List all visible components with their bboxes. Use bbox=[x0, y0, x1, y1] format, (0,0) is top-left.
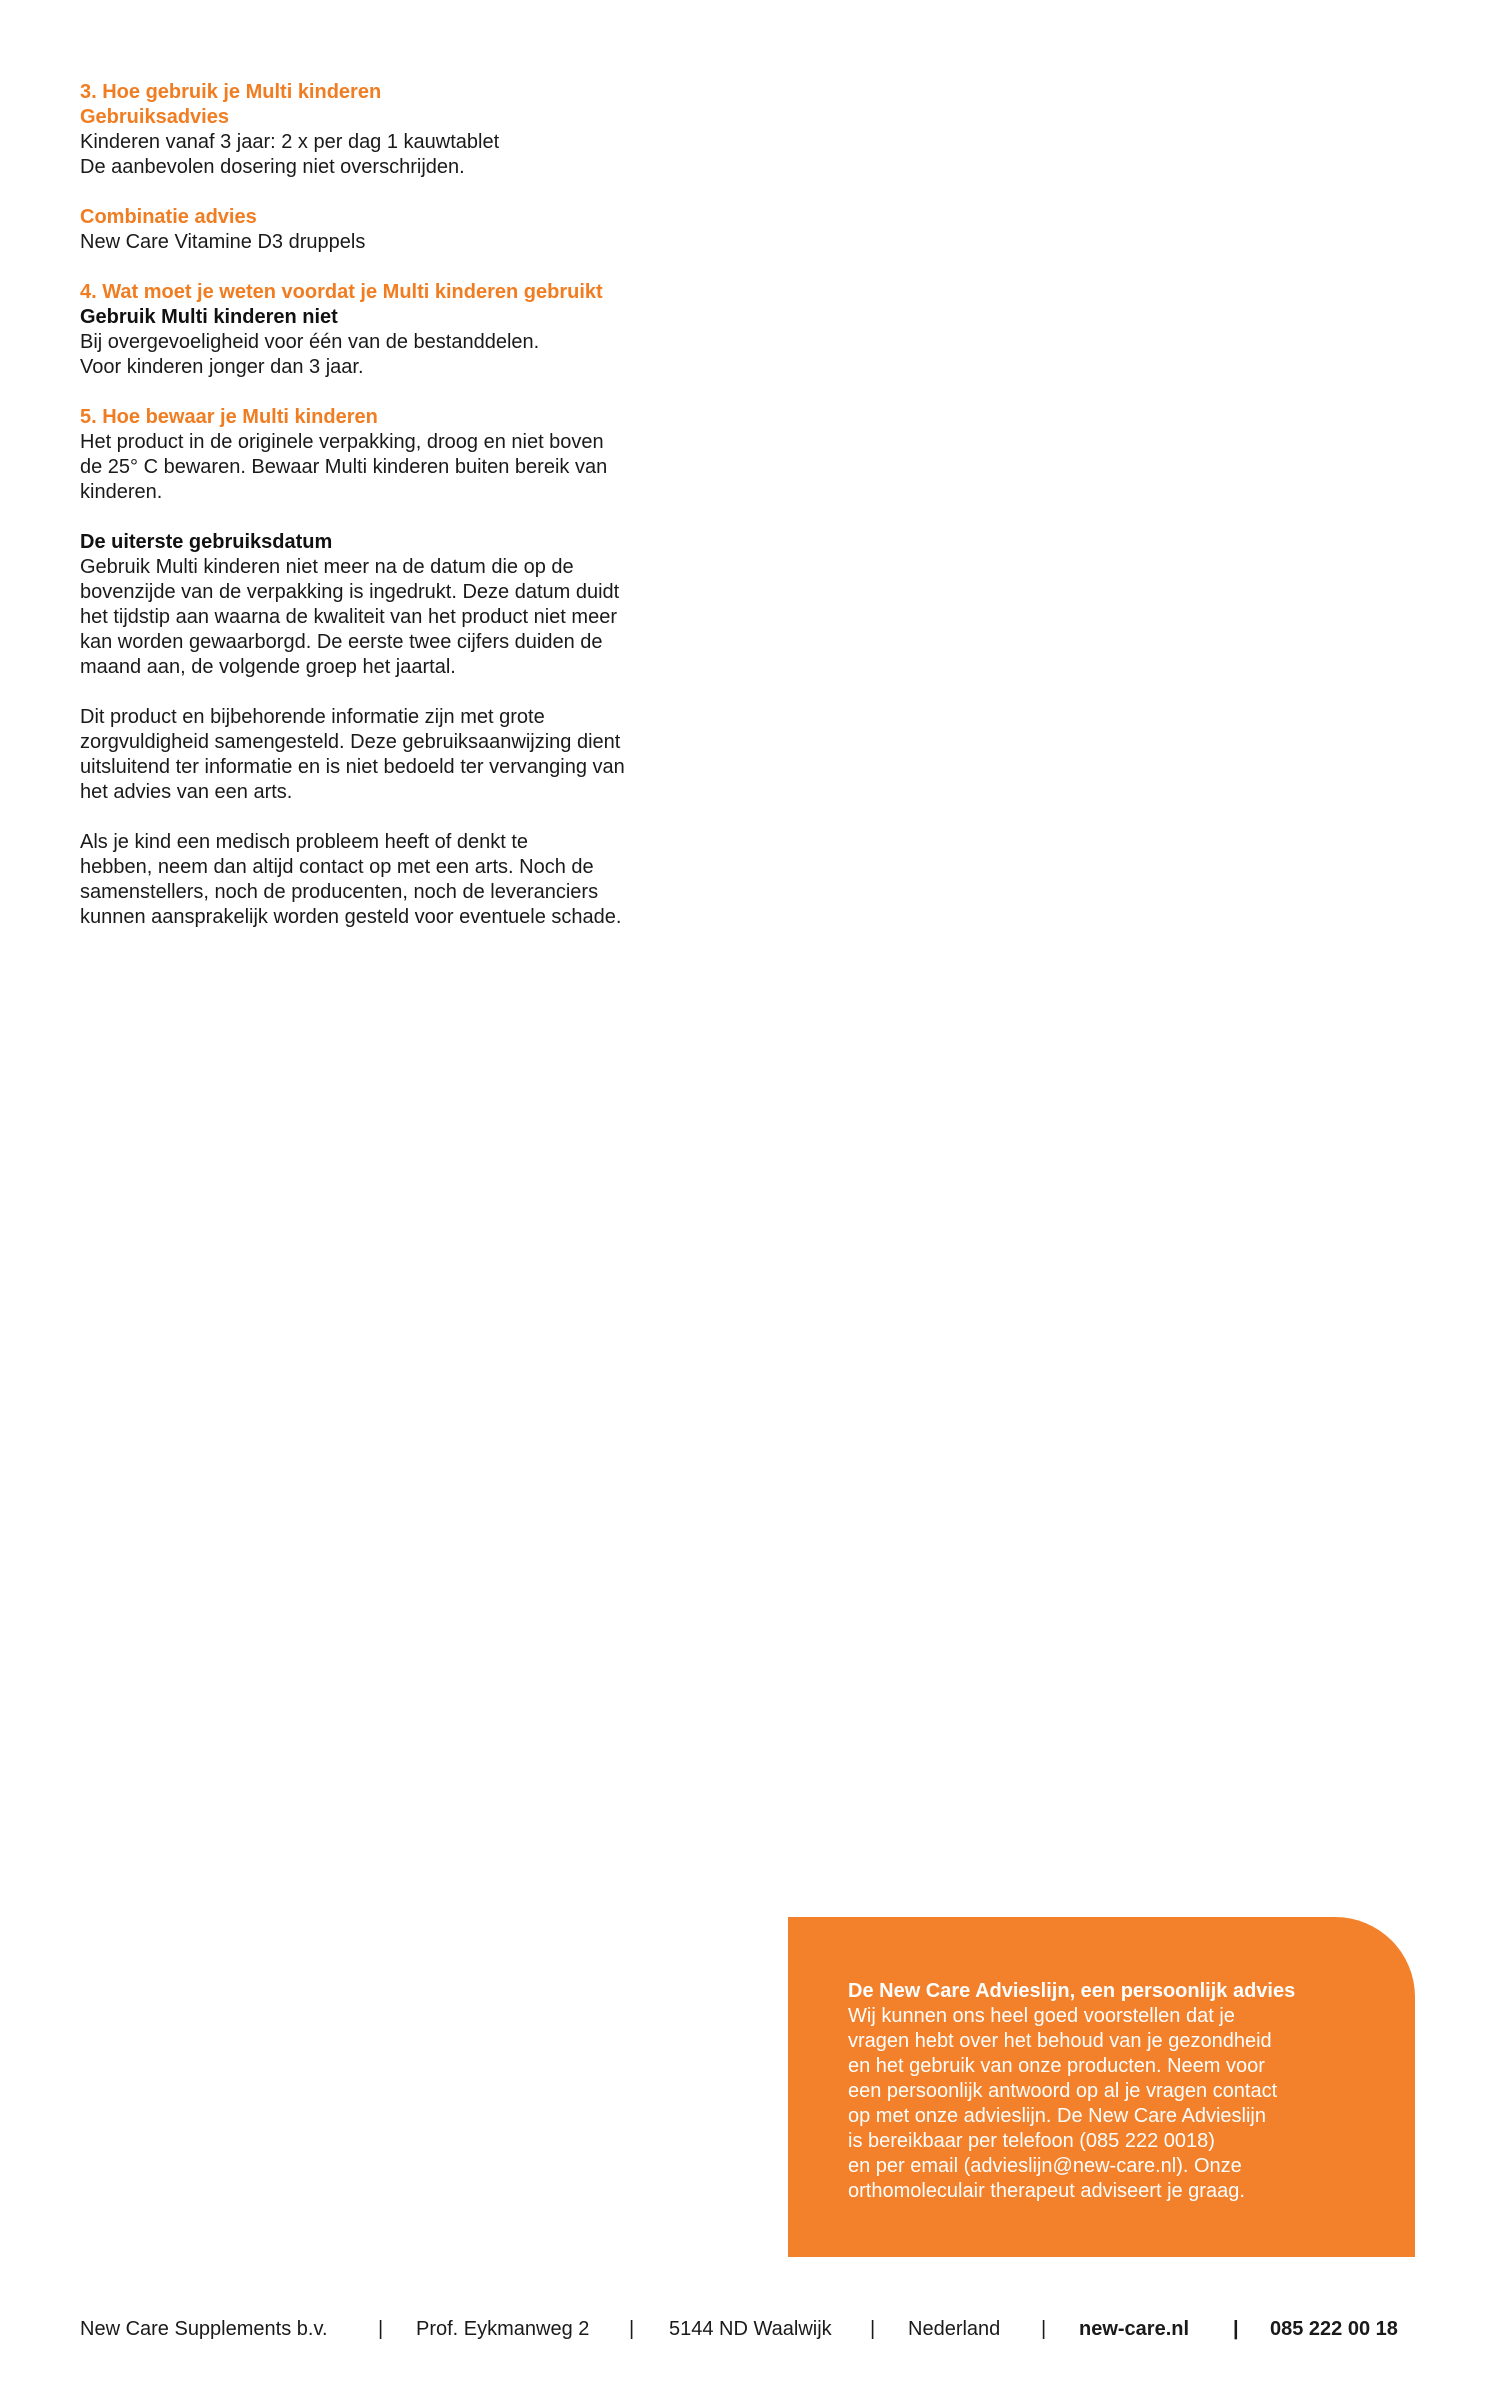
footer-separator: | bbox=[378, 2318, 384, 2340]
body-line: Kinderen vanaf 3 jaar: 2 x per dag 1 kauwtablet bbox=[80, 131, 500, 153]
section-5 bbox=[80, 405, 720, 930]
body-line: uitsluitend ter informatie en is niet bedoeld ter vervanging van bbox=[80, 756, 625, 778]
advieslijn-line: is bereikbaar per telefoon (085 222 0018) bbox=[848, 2130, 1215, 2152]
gebruiksadvies-heading: Gebruiksadvies bbox=[80, 106, 229, 128]
body-line: Gebruik Multi kinderen niet meer na de datum die op de bbox=[80, 556, 574, 578]
body-line: het tijdstip aan waarna de kwaliteit van het product niet meer bbox=[80, 606, 617, 628]
advieslijn-title: De New Care Advieslijn, een persoonlijk advies bbox=[848, 1980, 1296, 2002]
gebruik-niet-heading: Gebruik Multi kinderen niet bbox=[80, 306, 338, 328]
body-line: Bij overgevoeligheid voor één van de bestanddelen. bbox=[80, 331, 540, 353]
body-line: kinderen. bbox=[80, 481, 163, 503]
body-line: Dit product en bijbehorende informatie zijn met grote bbox=[80, 706, 545, 728]
footer-country: Nederland bbox=[908, 2318, 1001, 2340]
body-line: samenstellers, noch de producenten, noch de leveranciers bbox=[80, 881, 599, 903]
advieslijn-line: orthomoleculair therapeut adviseert je graag. bbox=[848, 2180, 1245, 2202]
section-4-heading: 4. Wat moet je weten voordat je Multi kinderen gebruikt bbox=[80, 281, 603, 303]
footer-street: Prof. Eykmanweg 2 bbox=[416, 2318, 590, 2340]
section-5-heading: 5. Hoe bewaar je Multi kinderen bbox=[80, 406, 378, 428]
advieslijn-line: op met onze advieslijn. De New Care Advieslijn bbox=[848, 2105, 1266, 2127]
footer-postal: 5144 ND Waalwijk bbox=[669, 2318, 832, 2340]
combinatie-advies-heading: Combinatie advies bbox=[80, 206, 257, 228]
gebruiksdatum-heading: De uiterste gebruiksdatum bbox=[80, 531, 333, 553]
body-line: New Care Vitamine D3 druppels bbox=[80, 231, 366, 253]
footer-separator: | bbox=[629, 2318, 635, 2340]
section-4 bbox=[80, 280, 720, 405]
footer-website-link[interactable]: new-care.nl bbox=[1079, 2318, 1190, 2340]
body-line: kan worden gewaarborgd. De eerste twee cijfers duiden de bbox=[80, 631, 603, 653]
body-line: Als je kind een medisch probleem heeft of denkt te bbox=[80, 831, 529, 853]
section-3 bbox=[80, 80, 720, 280]
body-line: het advies van een arts. bbox=[80, 781, 293, 803]
body-line: zorgvuldigheid samengesteld. Deze gebruiksaanwijzing dient bbox=[80, 731, 621, 753]
advieslijn-box bbox=[788, 1917, 1415, 2257]
advieslijn-line: en het gebruik van onze producten. Neem voor bbox=[848, 2055, 1265, 2077]
body-line: hebben, neem dan altijd contact op met een arts. Noch de bbox=[80, 856, 594, 878]
footer-separator: | bbox=[870, 2318, 876, 2340]
body-line: bovenzijde van de verpakking is ingedrukt. Deze datum duidt bbox=[80, 581, 620, 603]
advieslijn-line: Wij kunnen ons heel goed voorstellen dat je bbox=[848, 2005, 1235, 2027]
body-line: maand aan, de volgende groep het jaartal. bbox=[80, 656, 456, 678]
footer-separator: | bbox=[1041, 2318, 1047, 2340]
body-line: de 25° C bewaren. Bewaar Multi kinderen buiten bereik van bbox=[80, 456, 608, 478]
section-3-heading: 3. Hoe gebruik je Multi kinderen bbox=[80, 81, 382, 103]
body-line: De aanbevolen dosering niet overschrijden. bbox=[80, 156, 465, 178]
advieslijn-line: vragen hebt over het behoud van je gezondheid bbox=[848, 2030, 1272, 2052]
footer-separator: | bbox=[1233, 2318, 1239, 2340]
footer-company: New Care Supplements b.v. bbox=[80, 2318, 328, 2340]
leaflet-content bbox=[80, 80, 720, 930]
body-line: kunnen aansprakelijk worden gesteld voor eventuele schade. bbox=[80, 906, 622, 928]
body-line: Voor kinderen jonger dan 3 jaar. bbox=[80, 356, 364, 378]
advieslijn-line: en per email (advieslijn@new-care.nl). Onze bbox=[848, 2155, 1242, 2177]
body-line: Het product in de originele verpakking, droog en niet boven bbox=[80, 431, 604, 453]
advieslijn-line: een persoonlijk antwoord op al je vragen contact bbox=[848, 2080, 1278, 2102]
footer-phone[interactable]: 085 222 00 18 bbox=[1270, 2318, 1398, 2340]
